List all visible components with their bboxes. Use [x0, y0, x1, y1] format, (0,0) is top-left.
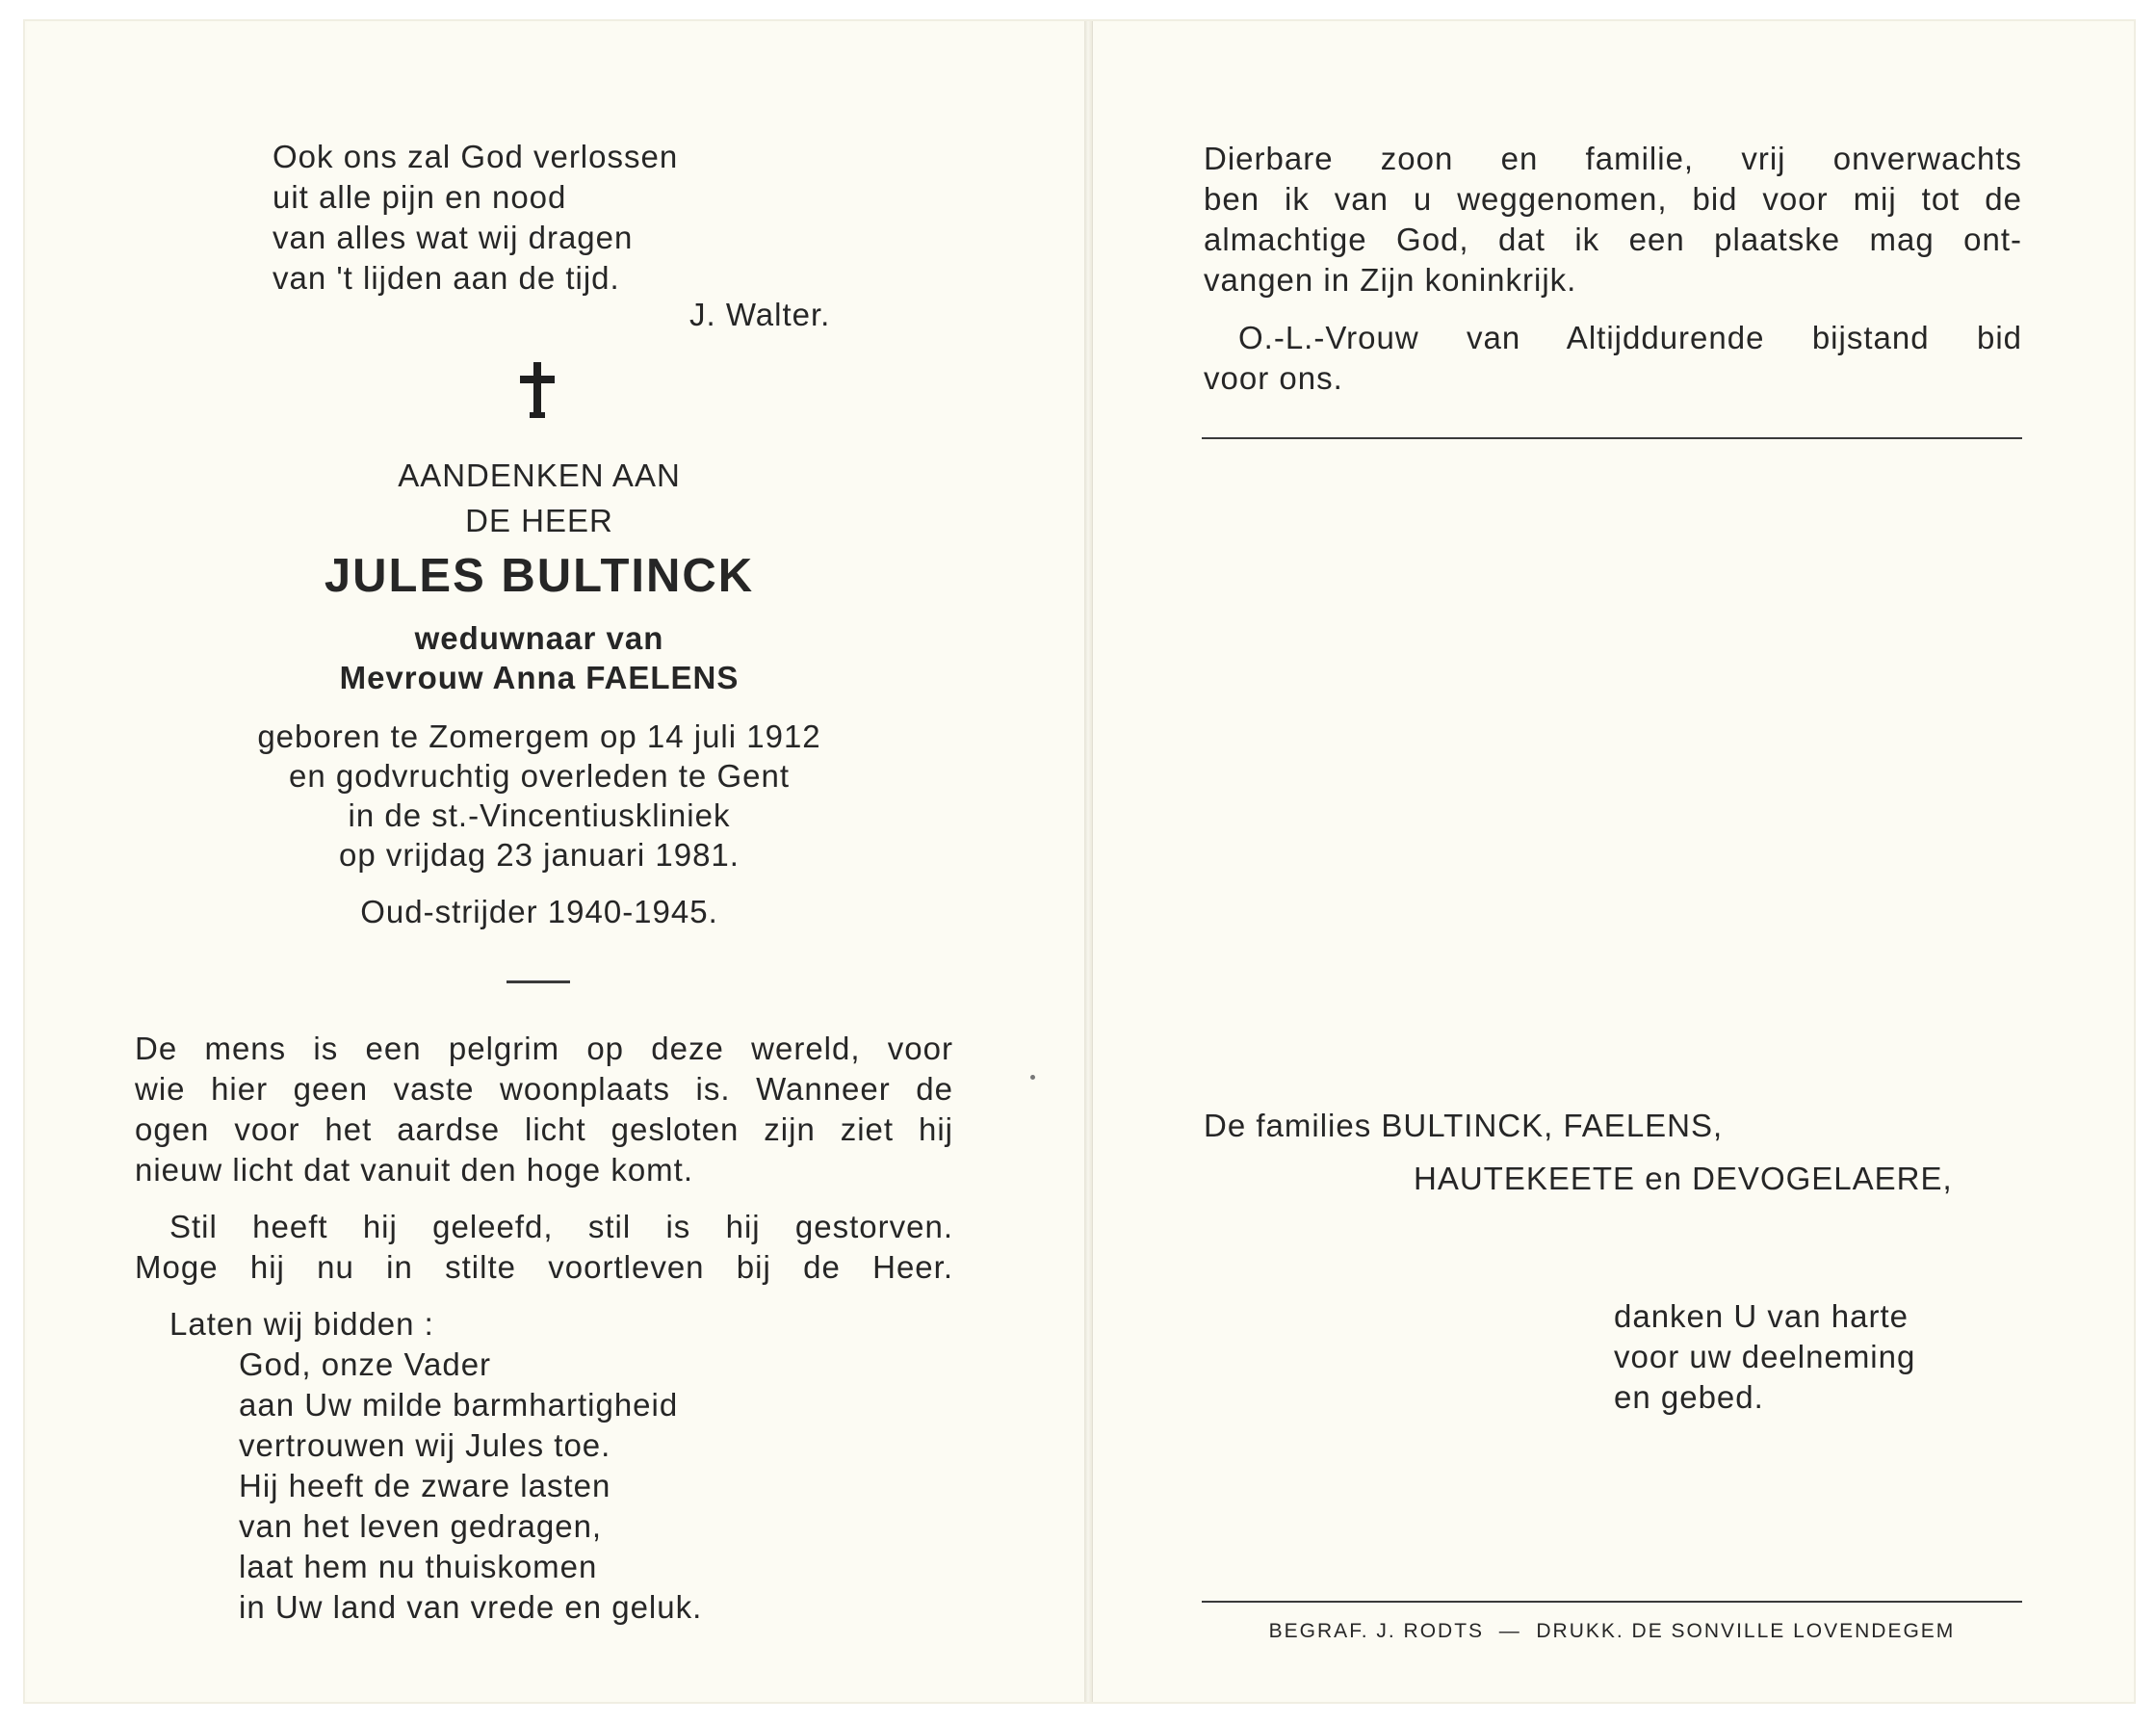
thanks-line-3: en gebed.: [1614, 1379, 1764, 1415]
paragraph-1-line-1: De mens is een pelgrim op deze wereld, voor: [135, 1031, 953, 1066]
cross-icon: [520, 362, 555, 418]
spouse-name: Mevrouw Anna FAELENS: [339, 660, 740, 695]
bio-line-2: en godvruchtig overleden te Gent: [289, 758, 790, 794]
paper-speck: [1030, 1075, 1035, 1080]
poem-line-4: van 't lijden aan de tijd.: [273, 260, 620, 296]
message-line-1: Dierbare zoon en familie, vrij onverwachts: [1204, 141, 2022, 176]
paragraph-2-line-2: Moge hij nu in stilte voortleven bij de Heer.: [135, 1249, 953, 1285]
paragraph-1-line-3: ogen voor het aardse licht gesloten zijn ziet hij: [135, 1111, 953, 1147]
invocation-line-1: O.-L.-Vrouw van Altijddurende bijstand bid: [1238, 320, 2022, 355]
prayer-line-7: in Uw land van vrede en geluk.: [239, 1589, 703, 1625]
poem-line-2: uit alle pijn en nood: [273, 179, 567, 215]
top-divider: [1202, 437, 2022, 439]
thanks-line-2: voor uw deelneming: [1614, 1339, 1916, 1374]
message-line-4: vangen in Zijn koninkrijk.: [1204, 262, 1577, 298]
invocation-line-2: voor ons.: [1204, 360, 1343, 396]
veteran-note: Oud-strijder 1940-1945.: [360, 894, 718, 929]
widower-of: weduwnaar van: [414, 620, 664, 656]
bio-line-3: in de st.-Vincentiuskliniek: [348, 797, 731, 833]
poem-line-1: Ook ons zal God verlossen: [273, 139, 679, 174]
families-line-1: De families BULTINCK, FAELENS,: [1204, 1108, 1724, 1143]
bottom-divider: [1202, 1601, 2022, 1603]
prayer-line-5: van het leven gedragen,: [239, 1508, 603, 1544]
paragraph-1-line-4: nieuw licht dat vanuit den hoge komt.: [135, 1152, 694, 1188]
prayer-line-4: Hij heeft de zware lasten: [239, 1468, 611, 1503]
paragraph-2-line-1: Stil heeft hij geleefd, stil is hij gestorven.: [169, 1209, 953, 1244]
bio-line-1: geboren te Zomergem op 14 juli 1912: [257, 718, 821, 754]
short-divider: [507, 980, 570, 983]
prayer-line-1: God, onze Vader: [239, 1346, 492, 1382]
thanks-line-1: danken U van harte: [1614, 1298, 1909, 1334]
paragraph-1-line-2: wie hier geen vaste woonplaats is. Wanneer de: [135, 1071, 953, 1107]
prayer-line-3: vertrouwen wij Jules toe.: [239, 1427, 611, 1463]
prayer-line-6: laat hem nu thuiskomen: [239, 1549, 598, 1584]
card-fold: [1084, 21, 1092, 1702]
poem-author: J. Walter.: [689, 297, 831, 332]
bio-line-4: op vrijdag 23 januari 1981.: [339, 837, 740, 873]
message-line-2: ben ik van u weggenomen, bid voor mij tot de: [1204, 181, 2022, 217]
poem-line-3: van alles wat wij dragen: [273, 220, 634, 255]
deceased-name: JULES BULTINCK: [324, 550, 755, 602]
heading-de-heer: DE HEER: [465, 503, 613, 538]
prayer-intro: Laten wij bidden :: [169, 1306, 434, 1342]
printer-imprint: BEGRAF. J. RODTS — DRUKK. DE SONVILLE LOVENDEGEM: [1268, 1620, 1956, 1642]
families-line-2: HAUTEKEETE en DEVOGELAERE,: [1414, 1161, 1953, 1196]
heading-aandenken: AANDENKEN AAN: [398, 457, 681, 493]
prayer-line-2: aan Uw milde barmhartigheid: [239, 1387, 679, 1423]
message-line-3: almachtige God, dat ik een plaatske mag ont-: [1204, 222, 2022, 257]
